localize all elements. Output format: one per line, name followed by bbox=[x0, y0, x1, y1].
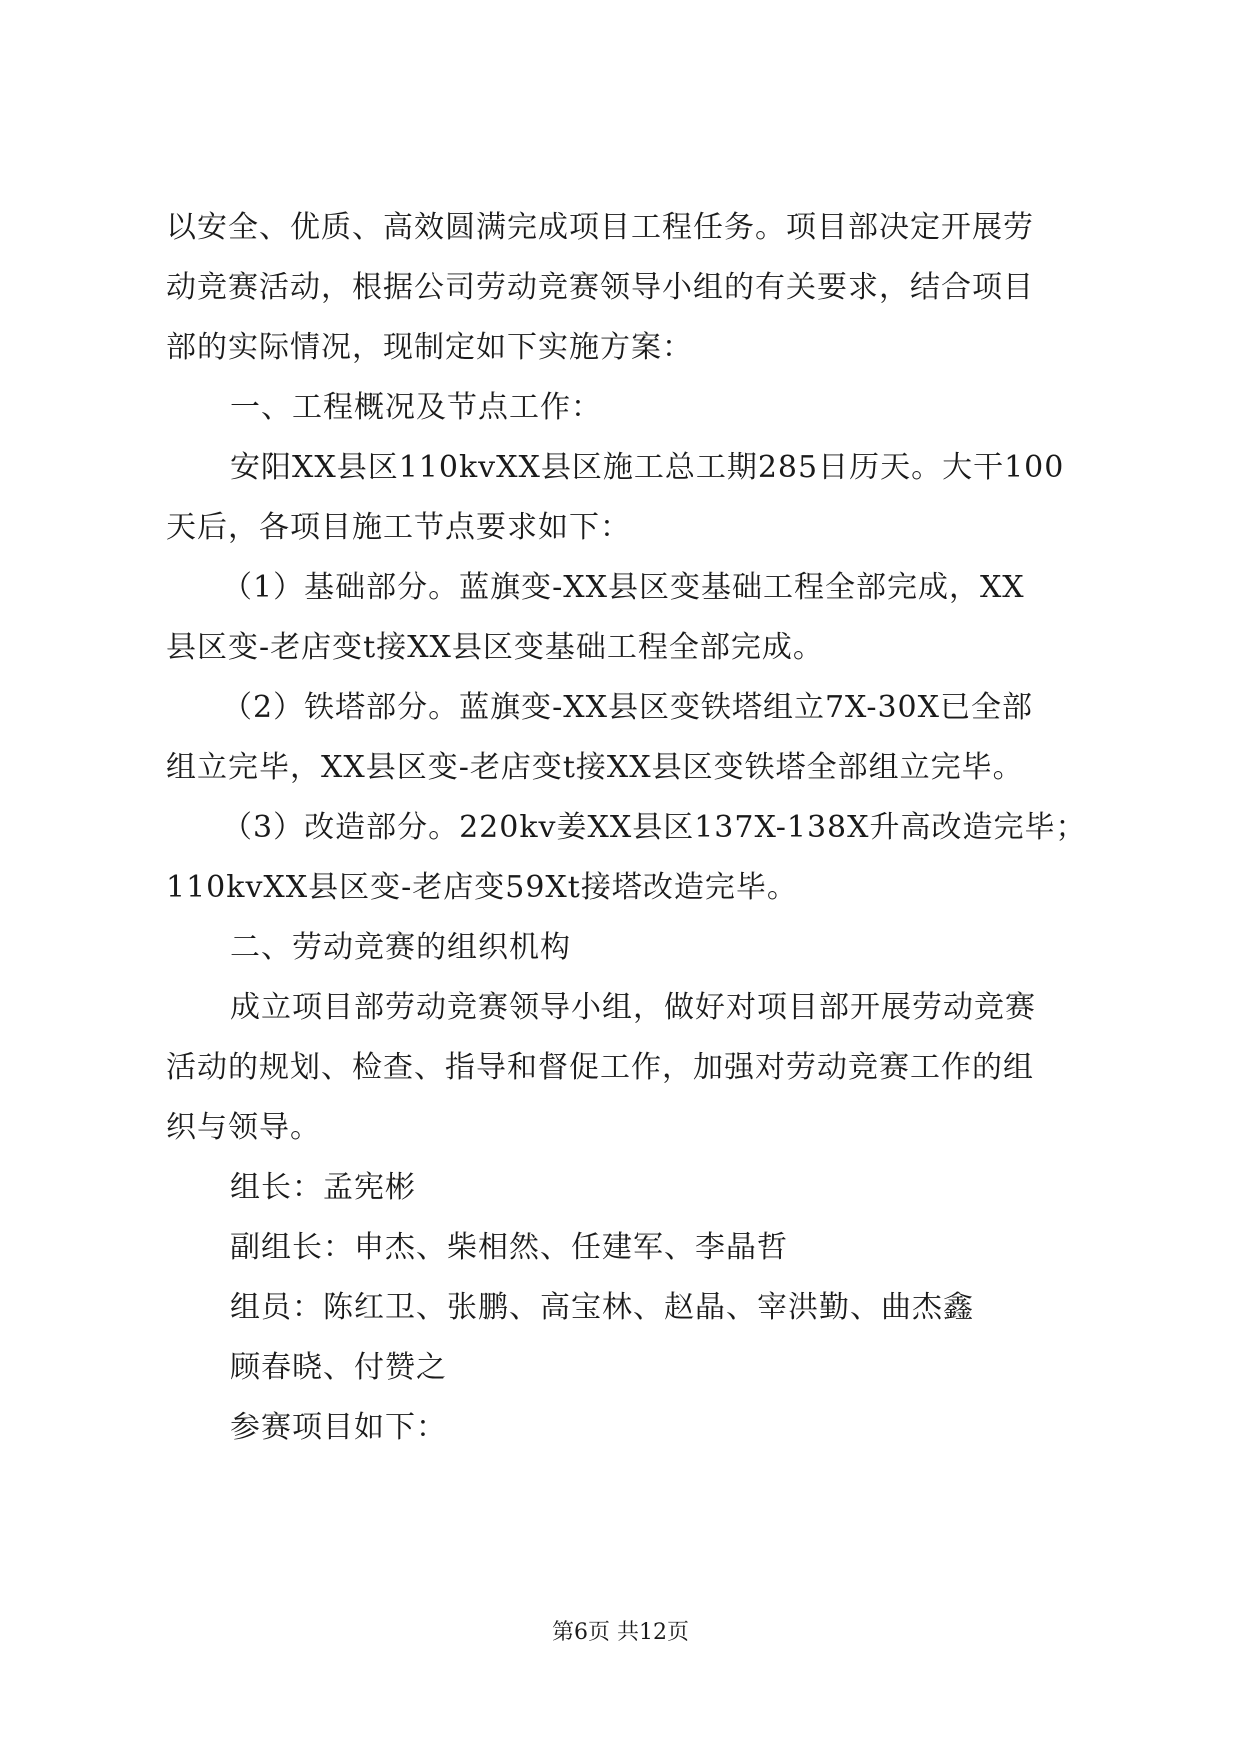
team-leader: 组长：孟宪彬 bbox=[230, 1170, 416, 1205]
deputy-leaders: 副组长：申杰、柴相然、任建军、李晶哲 bbox=[230, 1230, 788, 1265]
body-line: 组立完毕，XX县区变-老店变t接XX县区变铁塔全部组立完毕。 bbox=[166, 750, 1024, 785]
list-item: （1）基础部分。蓝旗变-XX县区变基础工程全部完成，XX bbox=[222, 570, 1025, 605]
section-heading: 二、劳动竞赛的组织机构 bbox=[230, 930, 571, 965]
team-members: 组员：陈红卫、张鹏、高宝林、赵晶、宰洪勤、曲杰鑫 bbox=[230, 1290, 974, 1325]
body-line: 动竞赛活动，根据公司劳动竞赛领导小组的有关要求，结合项目 bbox=[166, 270, 1034, 305]
body-line: 活动的规划、检查、指导和督促工作，加强对劳动竞赛工作的组 bbox=[166, 1050, 1034, 1085]
body-line: 成立项目部劳动竞赛领导小组，做好对项目部开展劳动竞赛 bbox=[230, 990, 1036, 1025]
body-line: 县区变-老店变t接XX县区变基础工程全部完成。 bbox=[166, 630, 824, 665]
section-heading: 一、工程概况及节点工作： bbox=[230, 390, 602, 425]
team-members-continued: 顾春晓、付赞之 bbox=[230, 1350, 447, 1385]
body-line: 参赛项目如下： bbox=[230, 1410, 447, 1445]
page-number: 第6页 共12页 bbox=[552, 1620, 689, 1645]
body-line: 部的实际情况，现制定如下实施方案： bbox=[166, 330, 693, 365]
body-line: 以安全、优质、高效圆满完成项目工程任务。项目部决定开展劳 bbox=[166, 210, 1034, 245]
body-line: 安阳XX县区110kvXX县区施工总工期285日历天。大干100 bbox=[230, 450, 1065, 485]
body-line: 织与领导。 bbox=[166, 1110, 321, 1145]
list-item: （3）改造部分。220kv姜XX县区137X-138X升高改造完毕； bbox=[222, 810, 1087, 845]
body-line: 110kvXX县区变-老店变59Xt接塔改造完毕。 bbox=[166, 870, 798, 905]
list-item: （2）铁塔部分。蓝旗变-XX县区变铁塔组立7X-30X已全部 bbox=[222, 690, 1033, 725]
body-line: 天后，各项目施工节点要求如下： bbox=[166, 510, 631, 545]
